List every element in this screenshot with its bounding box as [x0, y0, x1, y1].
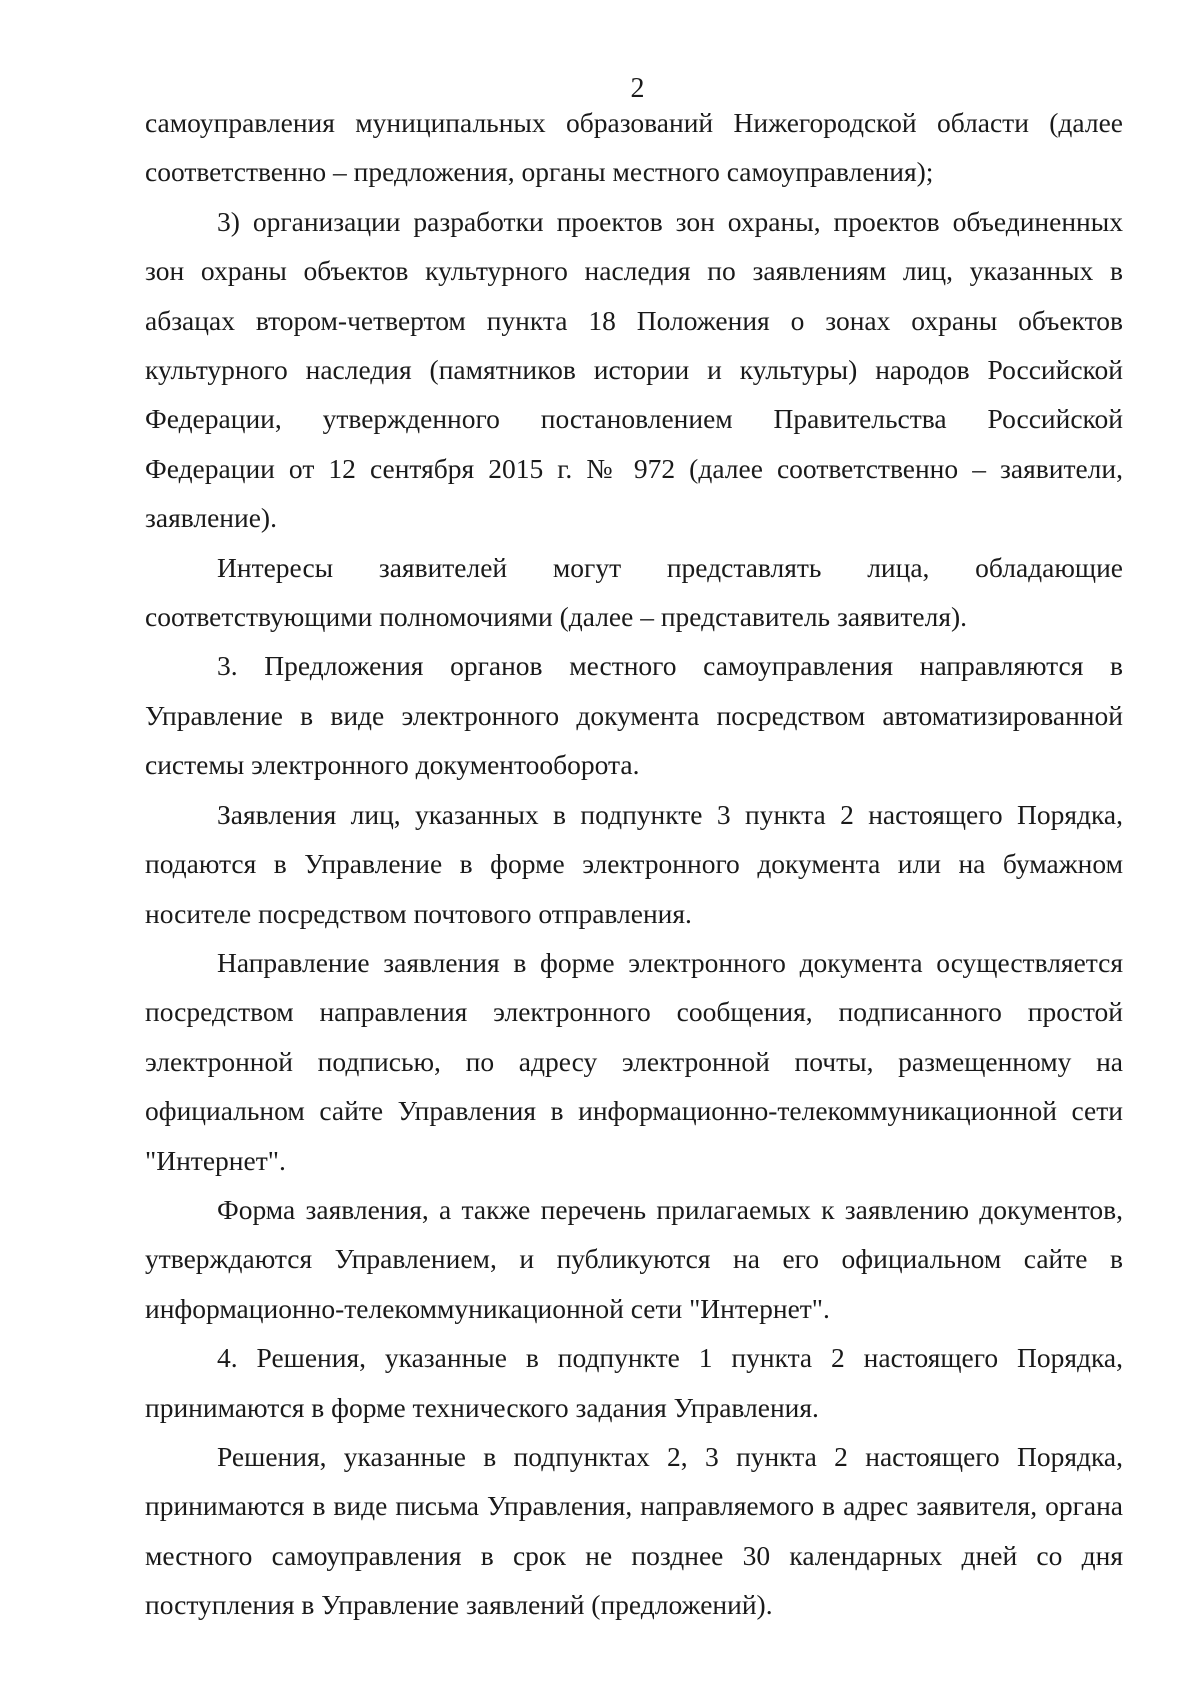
page-number: 2: [630, 73, 645, 104]
paragraph-clause-3: 3. Предложения органов местного самоуправления направляются в Управление в виде электронного документа посредством автоматизированной системы электронного документооборота.: [145, 650, 1123, 781]
paragraph-continuation: самоуправления муниципальных образований Нижегородской области (далее соответственно – предложения, органы местного самоуправления);: [145, 107, 1123, 188]
document-body: [145, 98, 1123, 1630]
paragraph-clause-4: 4. Решения, указанные в подпункте 1 пункта 2 настоящего Порядка, принимаются в форме технического задания Управления.: [145, 1342, 1123, 1423]
paragraph-application-form: Форма заявления, а также перечень прилагаемых к заявлению документов, утверждаются Управлением, и публикуются на его официальном сайте в информационно-телекоммуникационной сети "Интернет".: [145, 1193, 1123, 1324]
paragraph-electronic-submission: Направление заявления в форме электронного документа осуществляется посредством направления электронного сообщения, подписанного простой электронной подписью, по адресу электронной почты, размещенному на официальном сайте Управления в информационно-телекоммуникационной сети "Интернет".: [145, 946, 1123, 1176]
paragraph-representatives: Интересы заявителей могут представлять лица, обладающие соответствующими полномочиями (далее – представитель заявителя).: [145, 551, 1123, 633]
paragraph-item-3: 3) организации разработки проектов зон охраны, проектов объединенных зон охраны объектов культурного наследия по заявлениям лиц, указанных в абзацах втором-четвертом пункта 18 Положения о зонах охраны объектов культурного наследия (памятников истории и культуры) народов Российской Федерации, утвержденного постановлением Правительства Российской Федерации от 12 сентября 2015 г. № 972 (далее соответственно – заявители, заявление).: [145, 205, 1123, 534]
paragraph-applications-submission: Заявления лиц, указанных в подпункте 3 пункта 2 настоящего Порядка, подаются в Управление в форме электронного документа или на бумажном носителе посредством почтового отправления.: [145, 798, 1123, 929]
paragraph-decisions-letter: Решения, указанные в подпунктах 2, 3 пункта 2 настоящего Порядка, принимаются в виде письма Управления, направляемого в адрес заявителя, органа местного самоуправления в срок не позднее 30 календарных дней со дня поступления в Управление заявлений (предложений).: [145, 1440, 1123, 1621]
